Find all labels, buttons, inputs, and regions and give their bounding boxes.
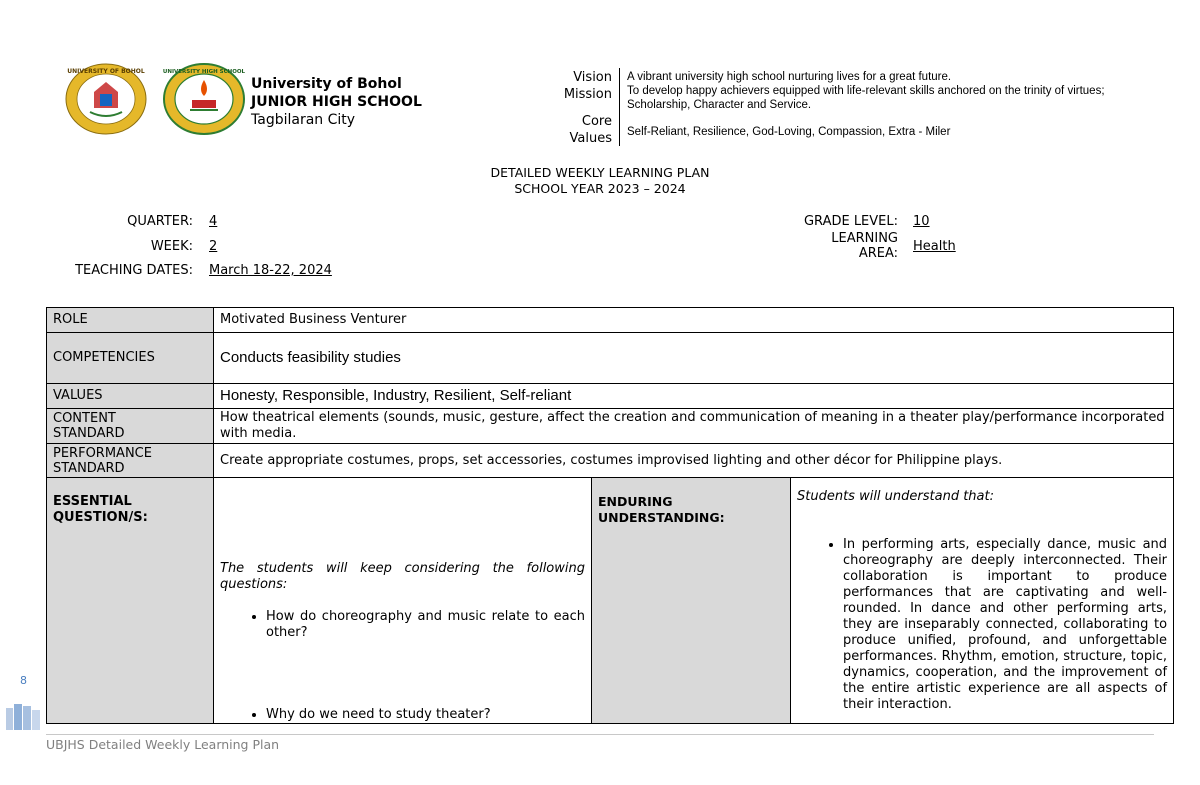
week-value: 2 [209, 239, 218, 254]
essential-questions-intro: The students will keep considering the following questions: [220, 560, 585, 592]
vmv-text [627, 69, 1147, 139]
questions-row [47, 478, 1174, 724]
content-standard-label [47, 409, 214, 444]
mission-label: Mission [563, 87, 612, 102]
essential-questions-label-1: ESSENTIAL [53, 494, 132, 509]
content-standard-label-2: STANDARD [53, 426, 125, 441]
school-name: JUNIOR HIGH SCHOOL [251, 94, 422, 110]
essential-questions-cell [214, 478, 592, 724]
enduring-understanding-list [797, 537, 1167, 713]
performance-standard-label-1: PERFORMANCE [53, 445, 152, 461]
enduring-understanding-intro: Students will understand that: [797, 488, 994, 504]
enduring-understanding-cell [791, 478, 1174, 724]
essential-question-item: • Why do we need to study theater? [266, 707, 585, 723]
city-name: Tagbilaran City [251, 112, 356, 128]
performance-standard-label-2: STANDARD [53, 460, 125, 476]
enduring-understanding-label [592, 478, 791, 724]
enduring-understanding-item: • In performing arts, especially dance, music and choreography are deeply interconnected. Their collaboration is important to produce performances that are captivating and well-rounded. In dance and other performing arts, they are inseparably connected, collaborating to produce unified, profound, and unforgettable performances. Rhythm, emotion, structure, topic, dynamics, cooperation, and the improvement of the entire artistic experience are all aspects of their interaction. [843, 537, 1167, 713]
learning-area-label-1: LEARNING [831, 231, 898, 246]
footer-divider [46, 734, 1154, 735]
content-standard-value: How theatrical elements (sounds, music, gesture, affect the creation and communication of meaning in a theater play/performance incorporated with media. [214, 409, 1174, 444]
enduring-understanding-label-2: UNDERSTANDING: [598, 510, 725, 525]
role-label: ROLE [47, 308, 214, 333]
svg-text:UNIVERSITY OF BOHOL: UNIVERSITY OF BOHOL [67, 68, 145, 75]
vision-label: Vision [573, 70, 612, 85]
essential-questions-label [47, 478, 214, 724]
values-label: VALUES [47, 384, 214, 409]
teaching-dates-label: TEACHING DATES: [75, 263, 193, 278]
mission-text: To develop happy achievers equipped with life-relevant skills anchored on the trinity of virtues; Scholarship, Character and Service. [627, 85, 1105, 111]
essential-questions-list [220, 609, 585, 641]
performance-standard-row [47, 444, 1174, 478]
content-standard-label-1: CONTENT [53, 411, 116, 426]
svg-text:UNIVERSITY HIGH SCHOOL: UNIVERSITY HIGH SCHOOL [162, 69, 246, 75]
teaching-dates-value: March 18-22, 2024 [209, 263, 332, 278]
quarter-value: 4 [209, 214, 218, 229]
learning-plan-table [46, 307, 1174, 724]
vision-text: A vibrant university high school nurturing lives for a great future. [627, 71, 952, 83]
competencies-row [47, 333, 1174, 384]
quarter-label: QUARTER: [127, 214, 193, 229]
essential-questions-label-2: QUESTION/S: [53, 510, 148, 525]
university-high-school-logo [162, 62, 246, 136]
plan-title: DETAILED WEEKLY LEARNING PLAN [490, 165, 710, 180]
competencies-value: Conducts feasibility studies [214, 333, 1174, 384]
learning-area-label-2: AREA: [858, 246, 898, 261]
page-side-graphic [4, 702, 42, 732]
core-label: Core [581, 114, 612, 129]
grade-level-value: 10 [913, 214, 930, 229]
school-year: SCHOOL YEAR 2023 – 2024 [514, 181, 686, 196]
university-name: University of Bohol [251, 76, 402, 92]
role-value: Motivated Business Venturer [214, 308, 1174, 333]
week-label: WEEK: [150, 239, 193, 254]
university-of-bohol-logo [64, 62, 148, 136]
essential-questions-list-2 [220, 707, 585, 723]
page-number: 8 [20, 674, 27, 687]
enduring-understanding-label-1: ENDURING [598, 494, 673, 509]
performance-standard-value: Create appropriate costumes, props, set accessories, costumes improvised lighting and other décor for Philippine plays. [214, 444, 1174, 478]
content-standard-row [47, 409, 1174, 444]
footer-text: UBJHS Detailed Weekly Learning Plan [46, 737, 280, 752]
values-value: Honesty, Responsible, Industry, Resilient, Self-reliant [214, 384, 1174, 409]
values-label: Values [569, 131, 612, 146]
vmv-divider [619, 68, 620, 146]
grade-level-label: GRADE LEVEL: [803, 214, 898, 229]
values-row [47, 384, 1174, 409]
vmv-labels [540, 69, 612, 147]
performance-standard-label [47, 444, 214, 478]
essential-question-item: • How do choreography and music relate to each other? [266, 609, 585, 641]
role-row [47, 308, 1174, 333]
core-values-text: Self-Reliant, Resilience, God-Loving, Compassion, Extra - Miler [627, 126, 951, 138]
learning-area-value: Health [913, 239, 956, 254]
school-header [251, 75, 422, 129]
competencies-label: COMPETENCIES [47, 333, 214, 384]
